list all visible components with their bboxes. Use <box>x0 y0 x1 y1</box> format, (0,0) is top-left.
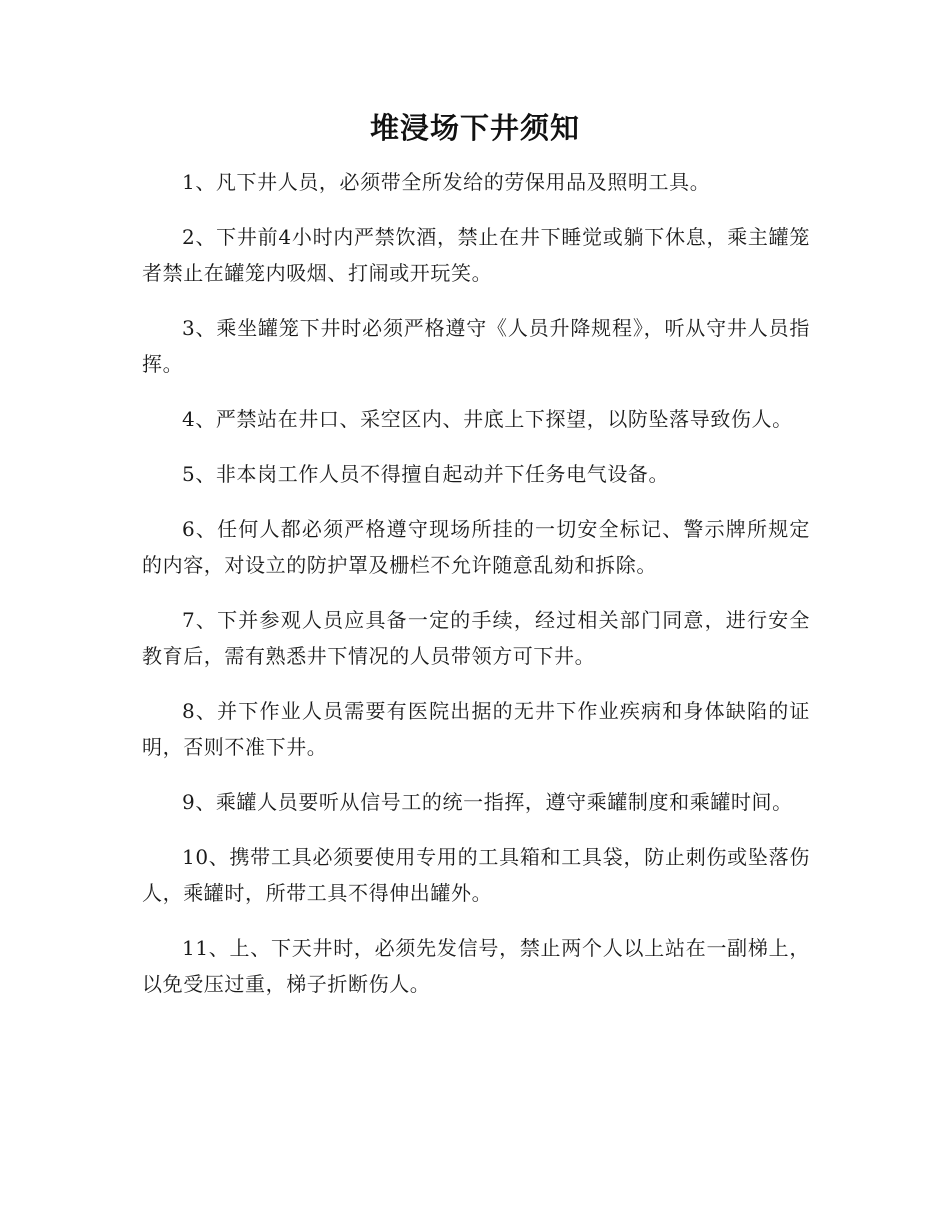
paragraph-4: 4、严禁站在井口、采空区内、井底上下探望，以防坠落导致伤人。 <box>182 407 793 431</box>
paragraph-8: 8、并下作业人员需要有医院出据的无井下作业疾病和身体缺陷的证明，否则不准下井。 <box>142 699 810 759</box>
document-title: 堆浸场下井须知 <box>369 111 580 145</box>
paragraph-10: 10、携带工具必须要使用专用的工具箱和工具袋，防止刺伤或坠落伤人，乘罐时，所带工具不得伸出罐外。 <box>142 845 810 905</box>
paragraph-6: 6、任何人都必须严格遵守现场所挂的一切安全标记、警示牌所规定的内容，对设立的防护罩及栅栏不允许随意乱劾和拆除。 <box>142 517 810 577</box>
paragraph-7: 7、下并参观人员应具备一定的手续，经过相关部门同意，进行安全教育后，需有熟悉井下情况的人员带领方可下井。 <box>142 608 810 668</box>
paragraph-3: 3、乘坐罐笼下井时必须严格遵守《人员升降规程》，听从守井人员指挥。 <box>142 316 810 376</box>
document-body <box>142 164 810 1021</box>
paragraph-2: 2、下井前4小时内严禁饮酒，禁止在井下睡觉或躺下休息，乘主罐笼者禁止在罐笼内吸烟、打闹或开玩笑。 <box>142 225 810 285</box>
paragraph-5: 5、非本岗工作人员不得擅自起动并下任务电气设备。 <box>182 462 670 486</box>
paragraph-9: 9、乘罐人员要听从信号工的统一指挥，遵守乘罐制度和乘罐时间。 <box>182 790 793 814</box>
paragraph-11: 11、上、下天井时，必须先发信号，禁止两个人以上站在一副梯上，以免受压过重，梯子折断伤人。 <box>142 936 810 996</box>
paragraph-1: 1、凡下井人员，必须带全所发给的劳保用品及照明工具。 <box>182 170 711 194</box>
